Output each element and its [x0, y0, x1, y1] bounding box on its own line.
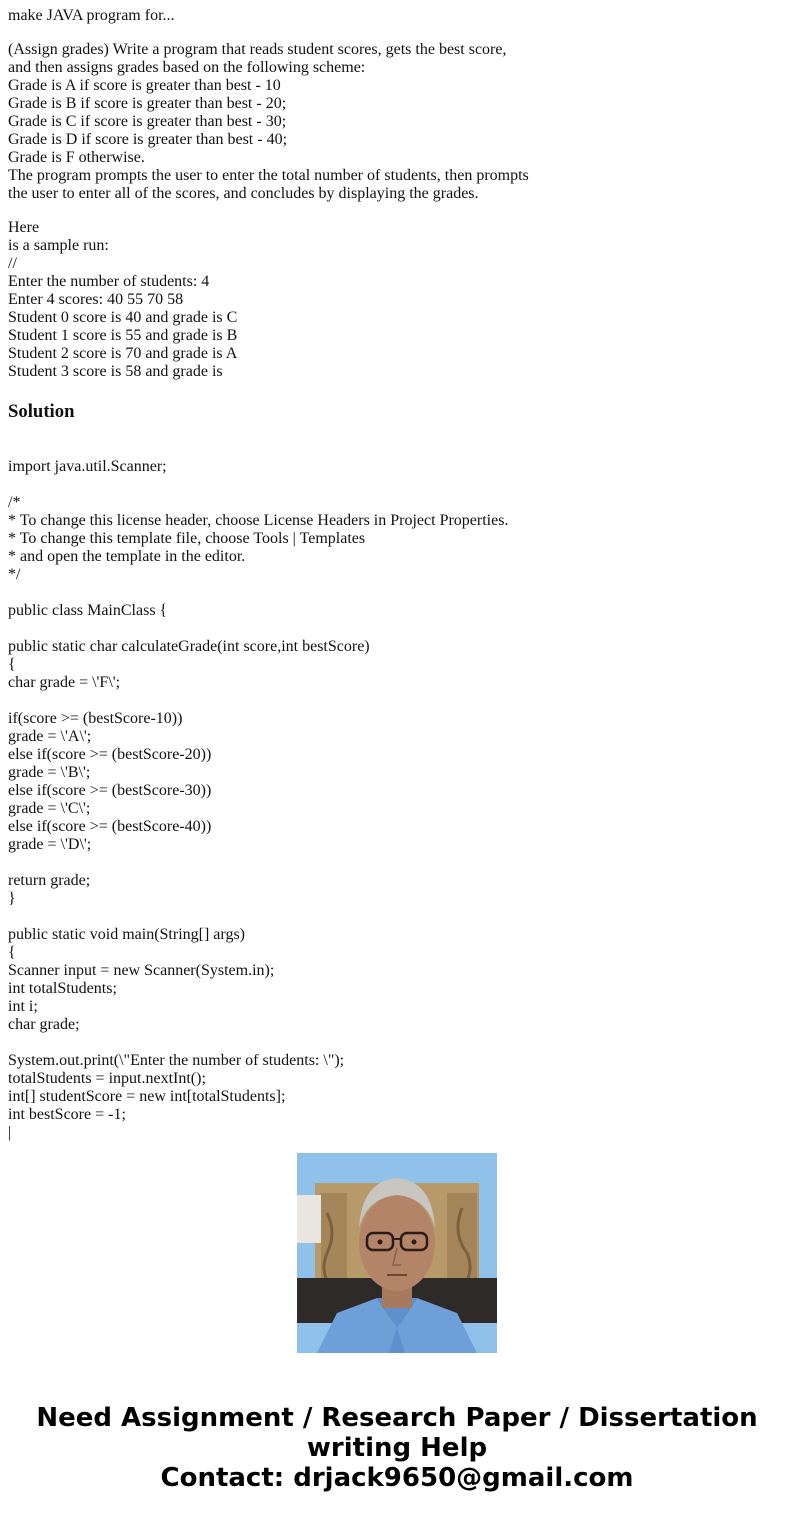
- paragraph-line: (Assign grades) Write a program that reads student scores, gets the best score,: [8, 41, 507, 58]
- promo-contact: Contact: drjack9650@gmail.com: [160, 1463, 634, 1493]
- code-line: int bestScore = -1;: [8, 1106, 126, 1123]
- question-section: [8, 7, 788, 423]
- code-line: grade = \'D\';: [8, 836, 92, 853]
- code-line: return grade;: [8, 872, 91, 889]
- author-avatar: [297, 1153, 497, 1353]
- sample-line: Student 3 score is 58 and grade is: [8, 363, 223, 380]
- code-line: public static char calculateGrade(int score,int bestScore): [8, 638, 370, 655]
- sample-line: Here: [8, 219, 40, 236]
- code-line: public class MainClass {: [8, 602, 168, 619]
- paragraph-line: Grade is F otherwise.: [8, 149, 145, 166]
- sample-line: Student 1 score is 55 and grade is B: [8, 327, 238, 344]
- code-line: {: [8, 656, 16, 673]
- code-line: else if(score >= (bestScore-40)): [8, 818, 212, 835]
- solution-heading: Solution: [8, 401, 75, 422]
- code-line: [8, 584, 788, 602]
- code-line: [8, 854, 788, 872]
- code-line: public static void main(String[] args): [8, 926, 245, 943]
- code-line: }: [8, 890, 16, 907]
- code-line: int[] studentScore = new int[totalStudents];: [8, 1088, 286, 1105]
- sample-line: Enter the number of students: 4: [8, 273, 210, 290]
- paragraph-line: Grade is B if score is greater than best - 20;: [8, 95, 287, 112]
- code-line: [8, 908, 788, 926]
- sample-line: Student 0 score is 40 and grade is C: [8, 309, 238, 326]
- code-line: * To change this template file, choose Tools | Templates: [8, 530, 366, 547]
- code-line: import java.util.Scanner;: [8, 458, 167, 475]
- sample-line: //: [8, 255, 17, 272]
- code-line: [8, 476, 788, 494]
- paragraph-line: and then assigns grades based on the following scheme:: [8, 59, 366, 76]
- question-paragraph: [8, 41, 788, 203]
- code-line: else if(score >= (bestScore-30)): [8, 782, 212, 799]
- paragraph-line: the user to enter all of the scores, and concludes by displaying the grades.: [8, 185, 479, 202]
- spacer: [8, 25, 788, 41]
- code-line: grade = \'C\';: [8, 800, 91, 817]
- promo-line: writing Help: [306, 1433, 488, 1463]
- sample-line: Enter 4 scores: 40 55 70 58: [8, 291, 184, 308]
- code-line: /*: [8, 494, 21, 511]
- spacer: [8, 203, 788, 219]
- question-title: make JAVA program for...: [8, 7, 175, 24]
- solution-code: [8, 458, 788, 1141]
- code-line: */: [8, 566, 21, 583]
- code-line: int totalStudents;: [8, 980, 117, 997]
- promo-line: Need Assignment / Research Paper / Dissertation: [36, 1403, 758, 1433]
- code-line: int i;: [8, 998, 38, 1015]
- paragraph-line: Grade is D if score is greater than best - 40;: [8, 131, 288, 148]
- code-line: {: [8, 944, 16, 961]
- code-line: grade = \'A\';: [8, 728, 92, 745]
- code-line: char grade = \'F\';: [8, 674, 121, 691]
- code-line: [8, 620, 788, 638]
- code-line: * and open the template in the editor.: [8, 548, 246, 565]
- code-line: [8, 1034, 788, 1052]
- code-line: else if(score >= (bestScore-20)): [8, 746, 212, 763]
- promo-banner: [0, 1403, 794, 1493]
- sample-run: [8, 219, 788, 381]
- code-line: System.out.print(\"Enter the number of students: \");: [8, 1052, 345, 1069]
- paragraph-line: Grade is A if score is greater than best - 10: [8, 77, 281, 94]
- code-line-clipped: |: [8, 1124, 12, 1141]
- paragraph-line: Grade is C if score is greater than best - 30;: [8, 113, 287, 130]
- paragraph-line: The program prompts the user to enter the total number of students, then prompts: [8, 167, 529, 184]
- author-photo-icon: [297, 1153, 497, 1353]
- code-line: * To change this license header, choose License Headers in Project Properties.: [8, 512, 509, 529]
- code-line: totalStudents = input.nextInt();: [8, 1070, 206, 1087]
- code-line: Scanner input = new Scanner(System.in);: [8, 962, 275, 979]
- code-line: char grade;: [8, 1016, 80, 1033]
- code-line: grade = \'B\';: [8, 764, 91, 781]
- sample-line: is a sample run:: [8, 237, 109, 254]
- sample-line: Student 2 score is 70 and grade is A: [8, 345, 238, 362]
- code-line: if(score >= (bestScore-10)): [8, 710, 183, 727]
- code-line: [8, 692, 788, 710]
